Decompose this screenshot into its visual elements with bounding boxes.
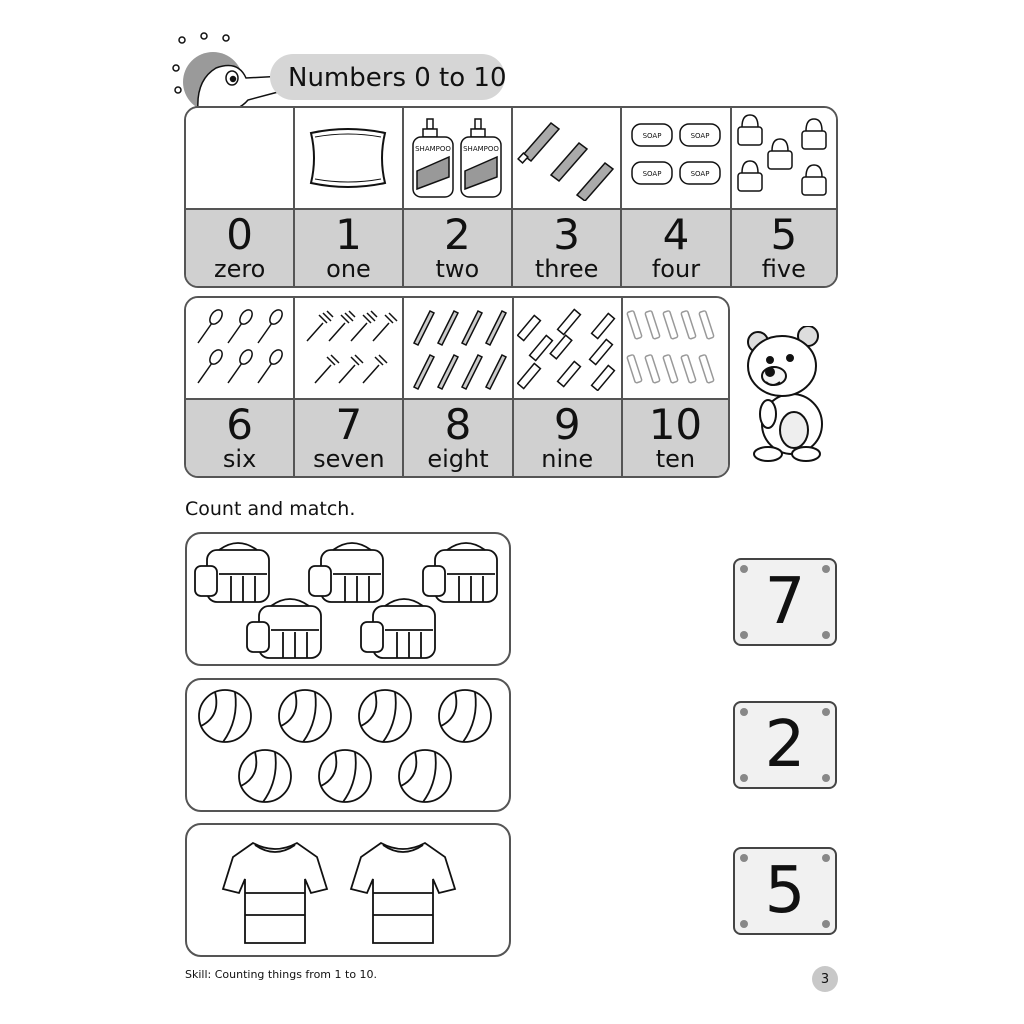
number-cell-4 xyxy=(622,108,731,286)
t-shirt-group-icon xyxy=(187,825,509,955)
digit: 0 xyxy=(226,210,254,259)
number-word: zero xyxy=(213,255,266,283)
number-word: five xyxy=(761,255,806,283)
digit: 9 xyxy=(553,400,581,449)
number-cell-2 xyxy=(404,108,513,286)
padlock-icon xyxy=(734,111,834,205)
digit: 1 xyxy=(335,210,362,259)
skill-footer: Skill: Counting things from 1 to 10. xyxy=(185,968,378,981)
number-card-3[interactable] xyxy=(733,847,837,935)
card-number: 2 xyxy=(764,708,806,782)
crayon-icon xyxy=(517,305,617,391)
page-title: Numbers 0 to 10 xyxy=(288,63,507,93)
number-word: nine xyxy=(541,445,594,473)
numbers-table-6-10 xyxy=(184,296,730,478)
number-cell-8 xyxy=(404,298,513,476)
shampoo-label: SHAMPOO xyxy=(463,145,500,153)
soap-label: SOAP xyxy=(690,132,710,140)
count-box-backpacks xyxy=(185,532,511,666)
number-cell-9 xyxy=(514,298,623,476)
number-cell-10 xyxy=(623,298,728,476)
number-cell-1 xyxy=(295,108,403,286)
shampoo-bottle-icon xyxy=(407,115,507,201)
pen-icon xyxy=(408,305,508,391)
number-card-1[interactable] xyxy=(733,558,837,646)
number-word: two xyxy=(435,255,480,283)
number-word: ten xyxy=(655,445,696,473)
digit: 7 xyxy=(335,400,363,449)
spoon-icon xyxy=(190,305,290,391)
number-word: four xyxy=(651,255,701,283)
number-cell-3 xyxy=(513,108,622,286)
number-word: seven xyxy=(313,445,385,473)
toothpaste-icon xyxy=(517,115,617,201)
chalk-icon xyxy=(625,305,725,391)
number-word: one xyxy=(326,255,371,283)
exercise-instruction: Count and match. xyxy=(185,498,356,520)
number-word: three xyxy=(534,255,599,283)
soap-label: SOAP xyxy=(642,132,662,140)
count-box-shirts xyxy=(185,823,511,957)
number-cell-6 xyxy=(186,298,295,476)
backpack-group-icon xyxy=(187,534,509,664)
digit: 3 xyxy=(553,210,581,259)
teddy-bear-icon xyxy=(740,326,840,466)
number-word: six xyxy=(222,445,257,473)
card-number: 5 xyxy=(764,854,806,928)
page-number: 3 xyxy=(812,966,838,992)
soap-label: SOAP xyxy=(690,170,710,178)
digit: 6 xyxy=(226,400,253,449)
fork-icon xyxy=(299,305,399,391)
card-number: 7 xyxy=(764,565,806,639)
count-box-balls xyxy=(185,678,511,812)
number-cell-5 xyxy=(732,108,836,286)
shampoo-label: SHAMPOO xyxy=(415,145,452,153)
number-cell-0 xyxy=(186,108,295,286)
numbers-table-0-5 xyxy=(184,106,838,288)
digit: 2 xyxy=(443,210,471,259)
number-word: eight xyxy=(427,445,489,473)
digit: 8 xyxy=(444,400,472,449)
pillow-icon xyxy=(303,123,393,193)
beach-ball-group-icon xyxy=(187,680,509,810)
soap-icon xyxy=(626,118,726,198)
number-card-2[interactable] xyxy=(733,701,837,789)
digit: 4 xyxy=(662,210,690,259)
digit: 5 xyxy=(770,210,798,259)
soap-label: SOAP xyxy=(642,170,662,178)
digit: 10 xyxy=(648,400,703,449)
empty-picture xyxy=(186,108,293,210)
number-cell-7 xyxy=(295,298,404,476)
